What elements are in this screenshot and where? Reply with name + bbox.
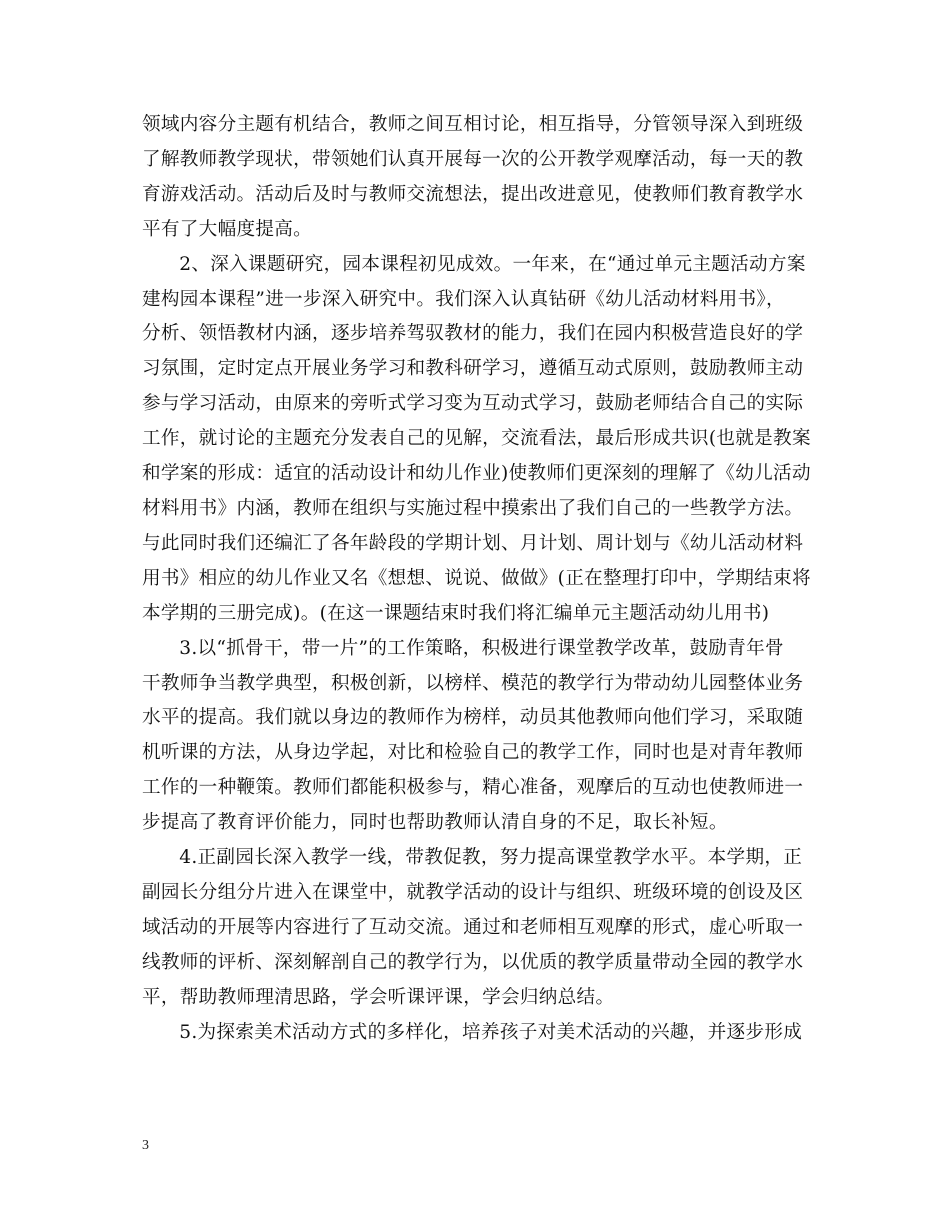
text-line: 平，帮助教师理清思路，学会听课评课，学会归纳总结。 <box>142 986 615 1008</box>
text-line: 材料用书》内涵，教师在组织与实施过程中摸索出了我们自己的一些教学方法。 <box>142 497 804 519</box>
text-line: 了解教师教学现状，带领她们认真开展每一次的公开教学观摩活动，每一天的教 <box>142 148 804 170</box>
paragraph-2 <box>142 248 810 632</box>
text-line: 育游戏活动。活动后及时与教师交流想法，提出改进意见，使教师们教育教学水 <box>142 183 804 205</box>
text-line: 步提高了教育评价能力，同时也帮助教师认清自身的不足，取长补短。 <box>142 812 728 834</box>
document-body <box>142 108 810 1050</box>
paragraph-3 <box>142 632 810 841</box>
text-line: 域活动的开展等内容进行了互动交流。通过和老师相互观摩的形式，虚心听取一 <box>142 916 804 938</box>
text-line: 本学期的三册完成)。(在这一课题结束时我们将汇编单元主题活动幼儿用书) <box>142 602 770 624</box>
text-line: 线教师的评析、深刻解剖自己的教学行为，以优质的教学质量带动全园的教学水 <box>142 951 804 973</box>
text-line: 工作的一种鞭策。教师们都能积极参与，精心准备，观摩后的互动也使教师进一 <box>142 777 804 799</box>
text-line: 建构园本课程”进一步深入研究中。我们深入认真钻研《幼儿活动材料用书》， <box>142 288 785 310</box>
text-line: 4.正副园长深入教学一线，带教促教，努力提高课堂教学水平。本学期，正 <box>179 847 803 869</box>
text-line: 和学案的形成：适宜的活动设计和幼儿作业)使教师们更深刻的理解了《幼儿活动 <box>142 463 811 485</box>
text-line: 领域内容分主题有机结合，教师之间互相讨论，相互指导，分管领导深入到班级 <box>142 114 804 135</box>
text-line: 5.为探索美术活动方式的多样化，培养孩子对美术活动的兴趣，并逐步形成 <box>179 1021 803 1043</box>
text-line: 用书》相应的幼儿作业又名《想想、说说、做做》(正在整理打印中，学期结束将 <box>142 567 811 589</box>
text-line: 3.以“抓骨干，带一片”的工作策略，积极进行课堂教学改革，鼓励青年骨 <box>179 637 784 659</box>
text-line: 干教师争当教学典型，积极创新，以榜样、模范的教学行为带动幼儿园整体业务 <box>142 672 804 694</box>
text-line: 分析、领悟教材内涵，逐步培养驾驭教材的能力，我们在园内积极营造良好的学 <box>142 323 804 345</box>
text-line: 工作，就讨论的主题充分发表自己的见解，交流看法，最后形成共识(也就是教案 <box>142 428 811 450</box>
text-line: 2、深入课题研究，园本课程初见成效。一年来，在“通过单元主题活动方案 <box>179 253 806 275</box>
paragraph-4 <box>142 841 810 1016</box>
paragraph-5 <box>142 1016 810 1051</box>
text-line: 与此同时我们还编汇了各年龄段的学期计划、月计划、周计划与《幼儿活动材料 <box>142 532 804 554</box>
paragraph-1 <box>142 108 810 248</box>
text-line: 副园长分组分片进入在课堂中，就教学活动的设计与组织、班级环境的创设及区 <box>142 881 804 903</box>
text-line: 平有了大幅度提高。 <box>142 218 313 240</box>
page-number: 3 <box>142 1138 149 1153</box>
text-line: 机听课的方法，从身边学起，对比和检验自己的教学工作，同时也是对青年教师 <box>142 742 804 764</box>
text-line: 水平的提高。我们就以身边的教师作为榜样，动员其他教师向他们学习，采取随 <box>142 707 804 729</box>
text-line: 参与学习活动，由原来的旁听式学习变为互动式学习，鼓励老师结合自己的实际 <box>142 393 804 415</box>
text-line: 习氛围，定时定点开展业务学习和教科研学习，遵循互动式原则，鼓励教师主动 <box>142 358 804 380</box>
